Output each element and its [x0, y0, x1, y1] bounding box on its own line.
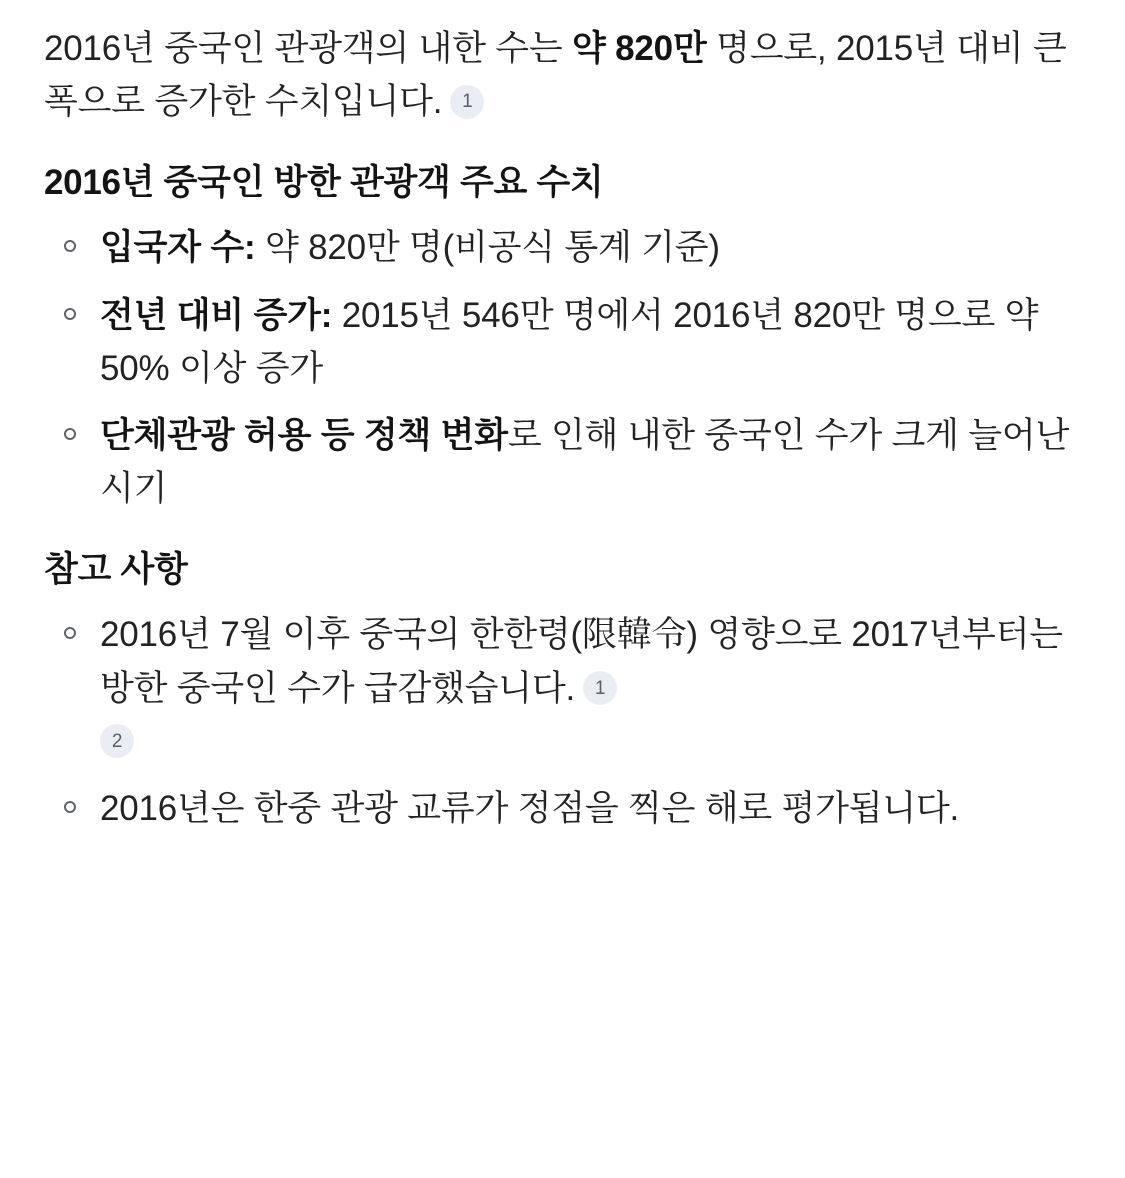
- list-item: [44, 782, 1081, 835]
- list-item-text: 로 인해 내한 중국인 수가 크게 늘어난 시기: [100, 415, 1070, 509]
- bullet-circle-icon: [64, 240, 76, 252]
- list-item: [44, 221, 1081, 274]
- section-heading-2: 참고 사항: [44, 550, 188, 590]
- citation-chip[interactable]: 1: [450, 85, 484, 119]
- list-item: [44, 608, 1081, 768]
- section-list-2: [44, 608, 1081, 835]
- intro-paragraph: [44, 22, 1081, 128]
- intro-highlight: 약 820만: [572, 29, 707, 68]
- intro-text-after: 명으로, 2015년 대비 큰 폭으로 증가한 수치입니다.: [44, 29, 1067, 122]
- section-list-1: [44, 221, 1081, 515]
- bullet-circle-icon: [64, 801, 76, 813]
- section-heading-1: 2016년 중국인 방한 관광객 주요 수치: [44, 163, 604, 203]
- list-item-text: 2016년은 한중 관광 교류가 정점을 찍은 해로 평가됩니다.: [100, 788, 960, 828]
- list-item-label: 입국자 수:: [100, 228, 256, 268]
- list-item-label: 단체관광 허용 등 정책 변화: [100, 415, 508, 455]
- list-item-label: 전년 대비 증가:: [100, 295, 333, 335]
- citation-row: [100, 715, 1081, 768]
- bullet-circle-icon: [64, 308, 76, 320]
- list-item-text: 2015년 546만 명에서 2016년 820만 명으로 약 50% 이상 증가: [100, 295, 1039, 388]
- citation-chip[interactable]: 2: [100, 724, 134, 758]
- bullet-circle-icon: [64, 428, 76, 440]
- intro-text-before: 2016년 중국인 관광객의 내한 수는: [44, 29, 573, 68]
- bullet-circle-icon: [64, 627, 76, 639]
- list-item: [44, 289, 1081, 395]
- list-item-text: 약 820만 명(비공식 통계 기준): [255, 228, 720, 268]
- list-item-text: 2016년 7월 이후 중국의 한한령(限韓令) 영향으로 2017년부터는 방한 중국인 수가 급감했습니다.: [100, 615, 1063, 708]
- list-item: [44, 409, 1081, 515]
- citation-chip[interactable]: 1: [583, 671, 617, 705]
